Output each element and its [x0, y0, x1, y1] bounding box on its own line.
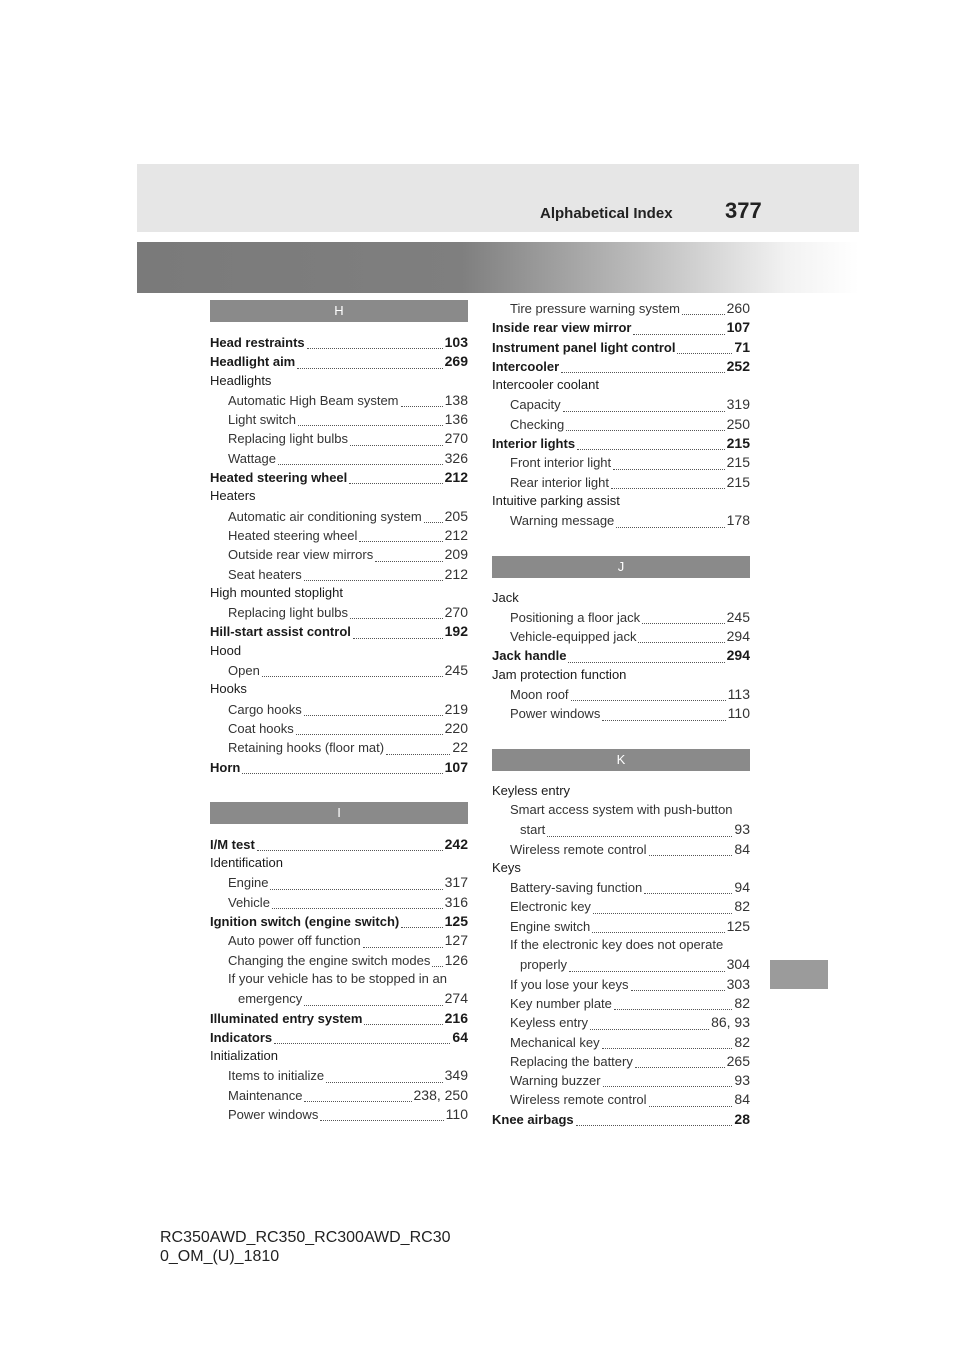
page-reference[interactable]: 250 [726, 415, 750, 432]
page-reference[interactable]: 138 [444, 391, 468, 408]
page-reference[interactable]: 274 [444, 990, 468, 1007]
index-term: Electronic key [510, 899, 591, 915]
index-term: Moon roof [510, 687, 569, 703]
page-reference[interactable]: 270 [444, 430, 468, 447]
index-subentry[interactable] [210, 566, 468, 585]
index-term: Vehicle-equipped jack [510, 629, 637, 645]
page-reference[interactable]: 71 [734, 338, 750, 355]
index-entry[interactable] [492, 377, 750, 396]
index-subentry[interactable] [210, 508, 468, 527]
index-subentry[interactable] [210, 874, 468, 893]
page-reference[interactable]: 110 [445, 1105, 468, 1122]
index-subentry[interactable] [210, 932, 468, 951]
page-reference[interactable]: 215 [726, 435, 750, 452]
decorative-gradient-band [137, 242, 859, 293]
index-term: Capacity [510, 397, 561, 413]
page-reference[interactable]: 316 [444, 893, 468, 910]
page-reference[interactable]: 136 [444, 411, 468, 428]
page-reference[interactable]: 260 [726, 300, 750, 316]
index-term: Tire pressure warning system [510, 301, 681, 316]
index-term: Jam protection function [492, 666, 627, 682]
index-entry[interactable] [492, 1111, 750, 1130]
index-term: Intercooler coolant [492, 377, 599, 393]
index-subentry[interactable] [492, 512, 750, 531]
index-subentry[interactable] [492, 918, 750, 937]
index-entry[interactable] [492, 590, 750, 609]
index-entry[interactable] [210, 643, 468, 662]
dot-leader [568, 662, 724, 663]
index-term: Keys [492, 859, 521, 875]
page-reference[interactable]: 242 [444, 835, 468, 852]
index-entry[interactable] [210, 1029, 468, 1048]
dot-leader [649, 1106, 733, 1107]
index-entry[interactable] [492, 647, 750, 666]
index-subentry[interactable] [210, 430, 468, 449]
index-subentry[interactable] [492, 474, 750, 493]
index-term: Automatic High Beam system [228, 392, 399, 408]
index-term: Outside rear view mirrors [228, 547, 374, 563]
dot-leader [593, 913, 733, 914]
index-term: Battery-saving function [510, 880, 643, 896]
dot-leader [350, 618, 443, 619]
document-code-line1: RC350AWD_RC350_RC300AWD_RC30 [160, 1229, 451, 1246]
page-reference[interactable]: 215 [726, 454, 750, 471]
page-reference[interactable]: 110 [727, 705, 750, 722]
index-term: Light switch [228, 412, 296, 428]
dot-leader [571, 700, 726, 701]
index-subentry[interactable] [492, 802, 750, 821]
document-code-line2: 0_OM_(U)_1810 [160, 1248, 280, 1265]
index-entry[interactable] [210, 1048, 468, 1067]
index-term: Hooks [210, 681, 247, 697]
index-term: Smart access system with push-button [510, 801, 733, 817]
index-entry[interactable] [210, 759, 468, 778]
index-term: Instrument panel light control [492, 339, 676, 355]
index-term: properly [520, 957, 567, 973]
index-term: Cargo hooks [228, 701, 302, 717]
index-term: Indicators [210, 1029, 273, 1045]
index-term: Head restraints [210, 335, 305, 350]
index-subentry[interactable] [492, 300, 750, 319]
page-reference[interactable]: 238, 250 [413, 1086, 468, 1103]
page-reference[interactable]: 265 [726, 1052, 750, 1069]
index-letter-heading: H [210, 300, 468, 322]
index-entry[interactable] [210, 353, 468, 372]
index-term: Vehicle [228, 894, 270, 910]
page-reference[interactable]: 304 [726, 956, 750, 973]
index-subentry[interactable] [492, 937, 750, 956]
page-reference[interactable]: 319 [726, 396, 750, 413]
dot-leader [297, 368, 442, 369]
index-term: Heaters [210, 488, 256, 504]
index-entry[interactable] [210, 855, 468, 874]
dot-leader [611, 488, 725, 489]
index-subentry[interactable] [210, 894, 468, 913]
index-entry[interactable] [210, 681, 468, 700]
index-term: Replacing light bulbs [228, 431, 348, 447]
dot-leader [563, 411, 725, 412]
index-entry[interactable] [492, 783, 750, 802]
index-subentry[interactable] [492, 416, 750, 435]
dot-leader [401, 927, 442, 928]
dot-leader [257, 850, 443, 851]
index-term: Ignition switch (engine switch) [210, 914, 400, 930]
index-letter-heading: I [210, 802, 468, 824]
page-reference[interactable]: 93 [734, 821, 750, 838]
index-term: Hill-start assist control [210, 624, 351, 640]
page-reference[interactable]: 317 [444, 874, 468, 891]
index-term: Keyless entry [510, 1015, 589, 1031]
index-column-right [492, 300, 750, 1130]
page-reference[interactable]: 294 [726, 628, 750, 645]
index-subentry[interactable] [210, 527, 468, 546]
page-reference[interactable]: 22 [452, 739, 468, 756]
index-subentry[interactable] [210, 450, 468, 469]
index-term: Power windows [228, 1106, 319, 1122]
index-term: Illuminated entry system [210, 1010, 363, 1026]
index-entry[interactable] [492, 339, 750, 358]
page-reference[interactable]: 107 [726, 319, 750, 336]
dot-leader [375, 561, 442, 562]
dot-leader [602, 1048, 733, 1049]
page-reference[interactable]: 125 [726, 917, 750, 934]
index-term: Replacing the battery [510, 1053, 633, 1069]
index-subentry[interactable] [492, 1091, 750, 1110]
index-term: emergency [238, 991, 303, 1007]
index-term: Interior lights [492, 436, 576, 452]
index-term: Retaining hooks (floor mat) [228, 740, 385, 756]
dot-leader [569, 971, 725, 972]
page-reference[interactable]: 103 [444, 334, 468, 350]
section-thumb-tab [770, 960, 828, 989]
dot-leader [349, 483, 442, 484]
page-reference[interactable]: 270 [444, 604, 468, 621]
page-reference[interactable]: 125 [444, 913, 468, 930]
dot-leader [270, 889, 442, 890]
index-subentry[interactable] [210, 392, 468, 411]
index-term: Front interior light [510, 455, 612, 471]
index-entry[interactable] [492, 493, 750, 512]
index-term: Headlights [210, 372, 272, 388]
index-term: Hood [210, 642, 242, 658]
index-term: Inside rear view mirror [492, 320, 632, 336]
dot-leader [592, 932, 724, 933]
dot-leader [616, 527, 724, 528]
index-term: Headlight aim [210, 354, 296, 370]
index-term: Heated steering wheel [210, 470, 348, 486]
page-reference[interactable]: 107 [444, 758, 468, 775]
dot-leader [401, 406, 443, 407]
page-reference[interactable]: 294 [726, 647, 750, 664]
dot-leader [386, 754, 450, 755]
dot-leader [307, 348, 443, 349]
page-reference[interactable]: 216 [444, 1009, 468, 1026]
page-reference[interactable]: 113 [727, 686, 750, 703]
dot-leader [547, 836, 732, 837]
dot-leader [603, 1086, 733, 1087]
dot-leader [296, 734, 443, 735]
index-term: Horn [210, 759, 241, 775]
page-reference[interactable]: 252 [726, 357, 750, 374]
index-subentry[interactable] [210, 1067, 468, 1086]
index-subentry[interactable] [210, 971, 468, 990]
index-subentry[interactable] [492, 705, 750, 724]
index-term: Changing the engine switch modes [228, 952, 431, 968]
index-term: Wireless remote control [510, 1092, 647, 1108]
index-term: If the electronic key does not operate [510, 937, 724, 953]
dot-leader [590, 1029, 709, 1030]
page-reference[interactable]: 245 [726, 608, 750, 625]
dot-leader [359, 541, 442, 542]
index-subentry[interactable] [210, 1106, 468, 1125]
dot-leader [561, 372, 724, 373]
section-title: Alphabetical Index [540, 205, 673, 222]
page-reference[interactable]: 84 [734, 1091, 750, 1108]
dot-leader [635, 1067, 725, 1068]
page-reference[interactable]: 212 [444, 565, 468, 582]
index-entry[interactable] [492, 319, 750, 338]
dot-leader [424, 522, 443, 523]
index-term: Engine switch [510, 918, 591, 934]
index-subentry[interactable] [210, 662, 468, 681]
dot-leader [677, 353, 732, 354]
index-term: Warning message [510, 513, 615, 529]
index-entry[interactable] [210, 623, 468, 642]
dot-leader [304, 1005, 442, 1006]
index-subentry[interactable] [210, 546, 468, 565]
index-subentry[interactable] [492, 628, 750, 647]
index-entry[interactable] [210, 836, 468, 855]
index-subentry[interactable] [492, 1034, 750, 1053]
page-reference[interactable]: 209 [444, 546, 468, 563]
index-entry[interactable] [492, 860, 750, 879]
index-term: Identification [210, 855, 283, 871]
dot-leader [566, 430, 724, 431]
index-entry[interactable] [210, 585, 468, 604]
index-term: Auto power off function [228, 933, 361, 949]
index-term: If your vehicle has to be stopped in an [228, 970, 447, 986]
index-term: Maintenance [228, 1087, 303, 1103]
dot-leader [262, 676, 443, 677]
dot-leader [576, 1125, 733, 1126]
index-term: Mechanical key [510, 1034, 600, 1050]
index-column-left [210, 300, 468, 1125]
dot-leader [326, 1082, 443, 1083]
index-entry[interactable] [210, 488, 468, 507]
index-entry[interactable] [210, 913, 468, 932]
page-number: 377 [725, 198, 762, 223]
index-term: If you lose your keys [510, 976, 629, 992]
index-term: start [520, 822, 546, 838]
dot-leader [304, 1101, 411, 1102]
dot-leader [613, 469, 724, 470]
dot-leader [642, 623, 725, 624]
index-term: Engine [228, 875, 269, 891]
dot-leader [602, 720, 725, 721]
index-term: Key number plate [510, 995, 612, 1011]
index-subentry[interactable] [492, 898, 750, 917]
page-reference[interactable]: 86, 93 [711, 1014, 750, 1031]
page-reference[interactable]: 303 [726, 975, 750, 992]
index-subentry[interactable] [210, 720, 468, 739]
index-term: Jack handle [492, 648, 567, 664]
index-subentry[interactable] [492, 686, 750, 705]
index-term: Coat hooks [228, 720, 294, 736]
index-subentry[interactable] [210, 1087, 468, 1106]
dot-leader [298, 425, 443, 426]
page-reference[interactable]: 82 [734, 898, 750, 915]
page-reference[interactable]: 94 [734, 879, 750, 896]
index-subentry[interactable] [492, 841, 750, 860]
page-reference[interactable]: 178 [726, 512, 750, 529]
page-reference[interactable]: 82 [734, 994, 750, 1011]
index-term: I/M test [210, 836, 255, 852]
page-reference[interactable]: 269 [444, 353, 468, 370]
page-reference[interactable]: 326 [444, 449, 468, 466]
dot-leader [614, 1009, 733, 1010]
index-entry[interactable] [210, 373, 468, 392]
dot-leader [278, 464, 443, 465]
index-subentry-continued[interactable] [492, 821, 750, 840]
index-term: Wattage [228, 450, 276, 466]
dot-leader [274, 1043, 450, 1044]
index-term: Replacing light bulbs [228, 605, 348, 621]
index-subentry-continued[interactable] [492, 956, 750, 975]
page-reference[interactable]: 93 [734, 1072, 750, 1089]
index-subentry[interactable] [492, 1053, 750, 1072]
index-term: Intuitive parking assist [492, 492, 620, 508]
index-subentry[interactable] [492, 609, 750, 628]
page-reference[interactable]: 349 [444, 1067, 468, 1084]
dot-leader [682, 314, 725, 315]
index-term: Heated steering wheel [228, 527, 358, 543]
index-subentry[interactable] [210, 952, 468, 971]
index-subentry[interactable] [210, 739, 468, 758]
dot-leader [272, 908, 443, 909]
page-reference[interactable]: 215 [726, 473, 750, 490]
index-subentry[interactable] [492, 1072, 750, 1091]
page-reference[interactable]: 82 [734, 1033, 750, 1050]
dot-leader [649, 855, 733, 856]
page-reference[interactable]: 220 [444, 719, 468, 736]
index-term: Wireless remote control [510, 841, 647, 857]
page-reference[interactable]: 212 [444, 469, 468, 486]
document-code [160, 1228, 450, 1266]
page-reference[interactable]: 219 [444, 700, 468, 717]
dot-leader [638, 642, 724, 643]
index-entry[interactable] [210, 334, 468, 353]
page-reference[interactable]: 84 [734, 840, 750, 857]
page-reference[interactable]: 126 [444, 951, 468, 968]
page-reference[interactable]: 245 [444, 662, 468, 679]
index-term: High mounted stoplight [210, 584, 343, 600]
dot-leader [364, 1024, 442, 1025]
index-subentry[interactable] [210, 604, 468, 623]
index-term: Items to initialize [228, 1068, 325, 1084]
dot-leader [353, 638, 443, 639]
index-entry[interactable] [492, 435, 750, 454]
dot-leader [631, 990, 725, 991]
index-term: Knee airbags [492, 1111, 574, 1127]
index-term: Automatic air conditioning system [228, 508, 422, 524]
dot-leader [304, 715, 443, 716]
index-letter-heading: K [492, 749, 750, 771]
index-term: Rear interior light [510, 474, 609, 490]
index-subentry[interactable] [492, 879, 750, 898]
index-term: Keyless entry [492, 782, 571, 798]
dot-leader [577, 449, 725, 450]
index-term: Open [228, 663, 260, 679]
index-term: Jack [492, 589, 519, 605]
page-reference[interactable]: 192 [444, 623, 468, 640]
index-entry[interactable] [492, 358, 750, 377]
index-subentry-continued[interactable] [210, 990, 468, 1009]
index-subentry[interactable] [210, 411, 468, 430]
page-reference[interactable]: 127 [444, 932, 468, 949]
page-reference[interactable]: 205 [444, 507, 468, 524]
dot-leader [242, 773, 442, 774]
index-subentry[interactable] [492, 396, 750, 415]
index-term: Power windows [510, 706, 601, 722]
index-term: Seat heaters [228, 566, 302, 582]
dot-leader [304, 580, 443, 581]
index-entry[interactable] [492, 667, 750, 686]
index-term: Intercooler [492, 358, 560, 374]
index-subentry[interactable] [492, 976, 750, 995]
index-term: Initialization [210, 1048, 278, 1064]
index-letter-heading: J [492, 556, 750, 578]
index-subentry[interactable] [492, 1014, 750, 1033]
page-reference[interactable]: 64 [452, 1028, 468, 1045]
page-reference[interactable]: 28 [734, 1110, 750, 1127]
dot-leader [432, 966, 442, 967]
index-entry[interactable] [210, 1010, 468, 1029]
index-term: Warning buzzer [510, 1073, 601, 1089]
page-reference[interactable]: 212 [444, 526, 468, 543]
index-entry[interactable] [210, 469, 468, 488]
index-term: Positioning a floor jack [510, 609, 641, 625]
index-term: Checking [510, 416, 565, 432]
index-subentry[interactable] [210, 701, 468, 720]
dot-leader [633, 334, 724, 335]
dot-leader [320, 1120, 443, 1121]
index-subentry[interactable] [492, 995, 750, 1014]
dot-leader [644, 893, 732, 894]
index-subentry[interactable] [492, 454, 750, 473]
dot-leader [363, 947, 443, 948]
dot-leader [350, 445, 443, 446]
